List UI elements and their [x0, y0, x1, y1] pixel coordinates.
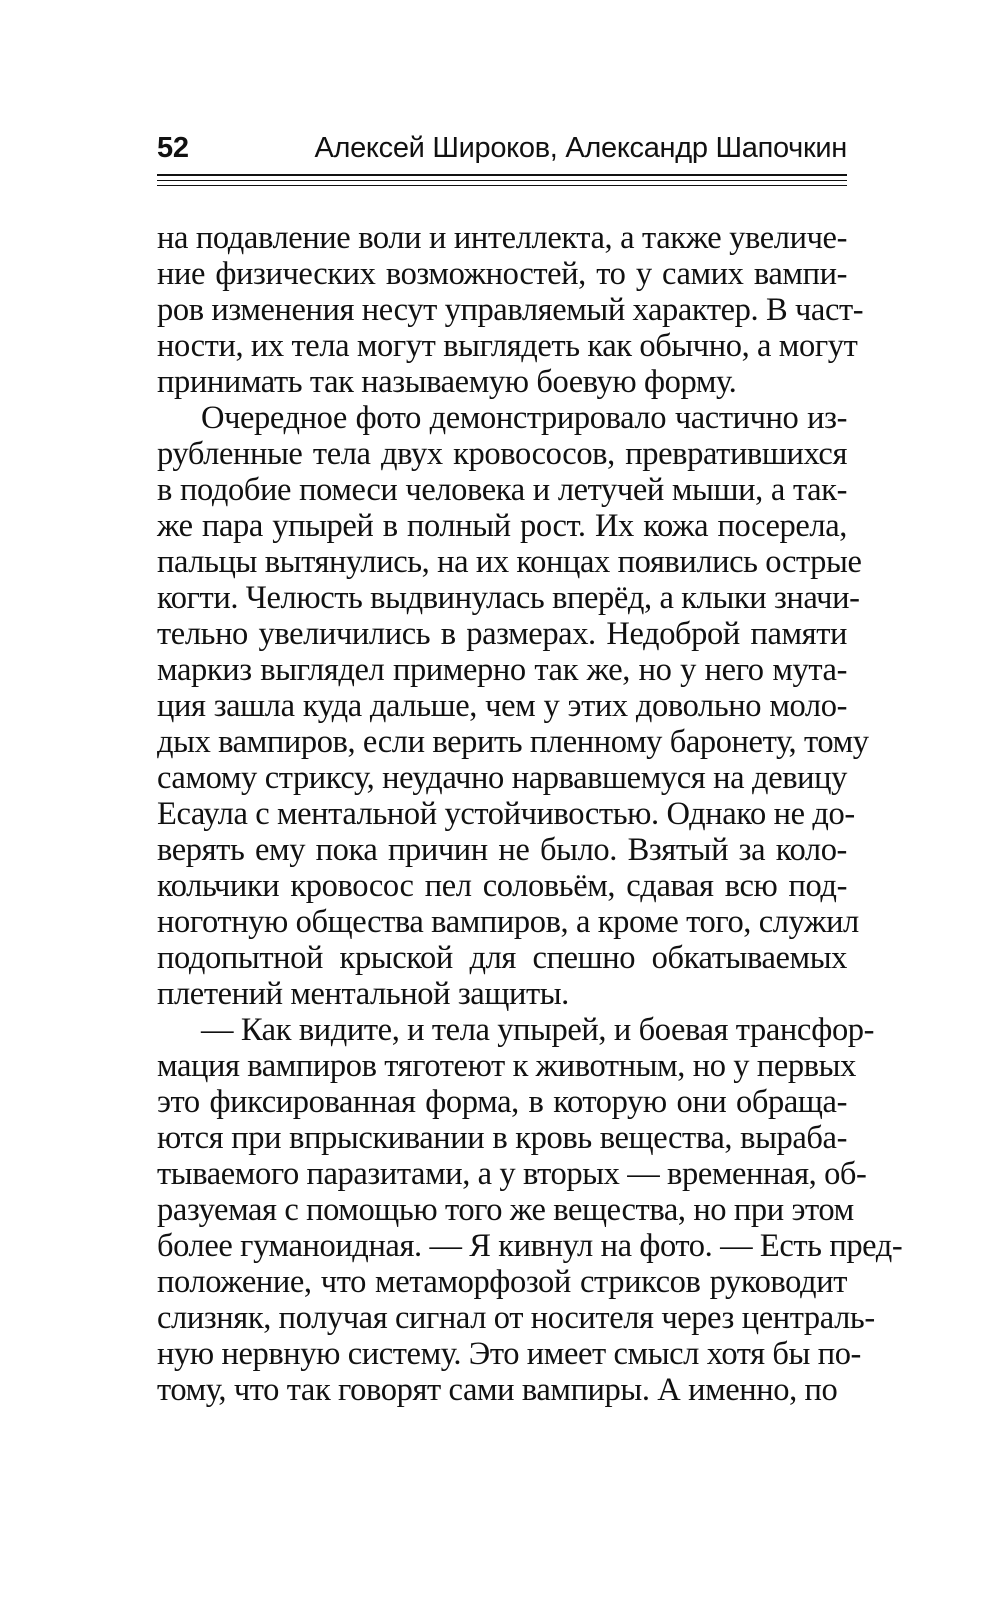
text-line: разуемая с помощью того же вещества, но при этом [157, 1192, 854, 1228]
text-line: ние физических возможностей, то у самих вампи- [157, 256, 847, 292]
paragraph [157, 220, 864, 400]
text-line: это фиксированная форма, в которую они обраща- [157, 1084, 847, 1120]
header-rule-bottom [157, 185, 847, 186]
text-line: маркиз выглядел примерно так же, но у него мута- [157, 652, 847, 688]
text-line: — Как видите, и тела упырей, и боевая трансфор- [201, 1012, 875, 1048]
text-line: плетений ментальной защиты. [157, 976, 569, 1012]
text-line: ров изменения несут управляемый характер. В част- [157, 292, 864, 328]
text-line: же пара упырей в полный рост. Их кожа посерела, [157, 508, 847, 544]
text-line: подопытной крыской для спешно обкатываемых [157, 940, 847, 976]
page-header [157, 128, 847, 168]
text-line: положение, что метаморфозой стриксов руководит [157, 1264, 847, 1300]
text-line: ности, их тела могут выглядеть как обычно, а могут [157, 328, 858, 364]
page-number: 52 [157, 132, 189, 164]
text-line: в подобие помеси человека и летучей мыши, а так- [157, 472, 847, 508]
text-line: ция зашла куда дальше, чем у этих довольно моло- [157, 688, 847, 724]
text-line: ную нервную систему. Это имеет смысл хотя бы по- [157, 1336, 861, 1372]
text-line: более гуманоидная. — Я кивнул на фото. — Есть пред- [157, 1228, 903, 1264]
paragraph [157, 1012, 903, 1408]
text-line: слизняк, получая сигнал от носителя через централь- [157, 1300, 875, 1336]
text-line: когти. Челюсть выдвинулась вперёд, а клыки значи- [157, 580, 860, 616]
text-line: тому, что так говорят сами вампиры. А именно, по [157, 1372, 838, 1408]
text-line: Очередное фото демонстрировало частично из- [201, 400, 847, 436]
text-line: Есаула с ментальной устойчивостью. Однако не до- [157, 796, 855, 832]
text-line: ются при впрыскивании в кровь вещества, выраба- [157, 1120, 847, 1156]
header-rule-top [157, 174, 847, 176]
paragraph [157, 400, 869, 1012]
text-line: тываемого паразитами, а у вторых — временная, об- [157, 1156, 867, 1192]
text-line: на подавление воли и интеллекта, а также увеличе- [157, 220, 847, 256]
text-line: самому стриксу, неудачно нарвавшемуся на девицу [157, 760, 847, 796]
body-text [157, 220, 903, 1408]
text-line: ноготную общества вампиров, а кроме того, служил [157, 904, 859, 940]
running-title: Алексей Широков, Александр Шапочкин [314, 132, 847, 164]
text-line: мация вампиров тяготеют к животным, но у первых [157, 1048, 856, 1084]
text-line: тельно увеличились в размерах. Недоброй памяти [157, 616, 847, 652]
text-line: принимать так называемую боевую форму. [157, 364, 737, 400]
text-line: рубленные тела двух кровососов, превратившихся [157, 436, 847, 472]
text-line: пальцы вытянулись, на их концах появились острые [157, 544, 862, 580]
text-line: верять ему пока причин не было. Взятый за коло- [157, 832, 847, 868]
text-line: дых вампиров, если верить пленному баронету, тому [157, 724, 869, 760]
header-rule-middle [157, 180, 847, 181]
text-line: кольчики кровосос пел соловьём, сдавая всю под- [157, 868, 847, 904]
